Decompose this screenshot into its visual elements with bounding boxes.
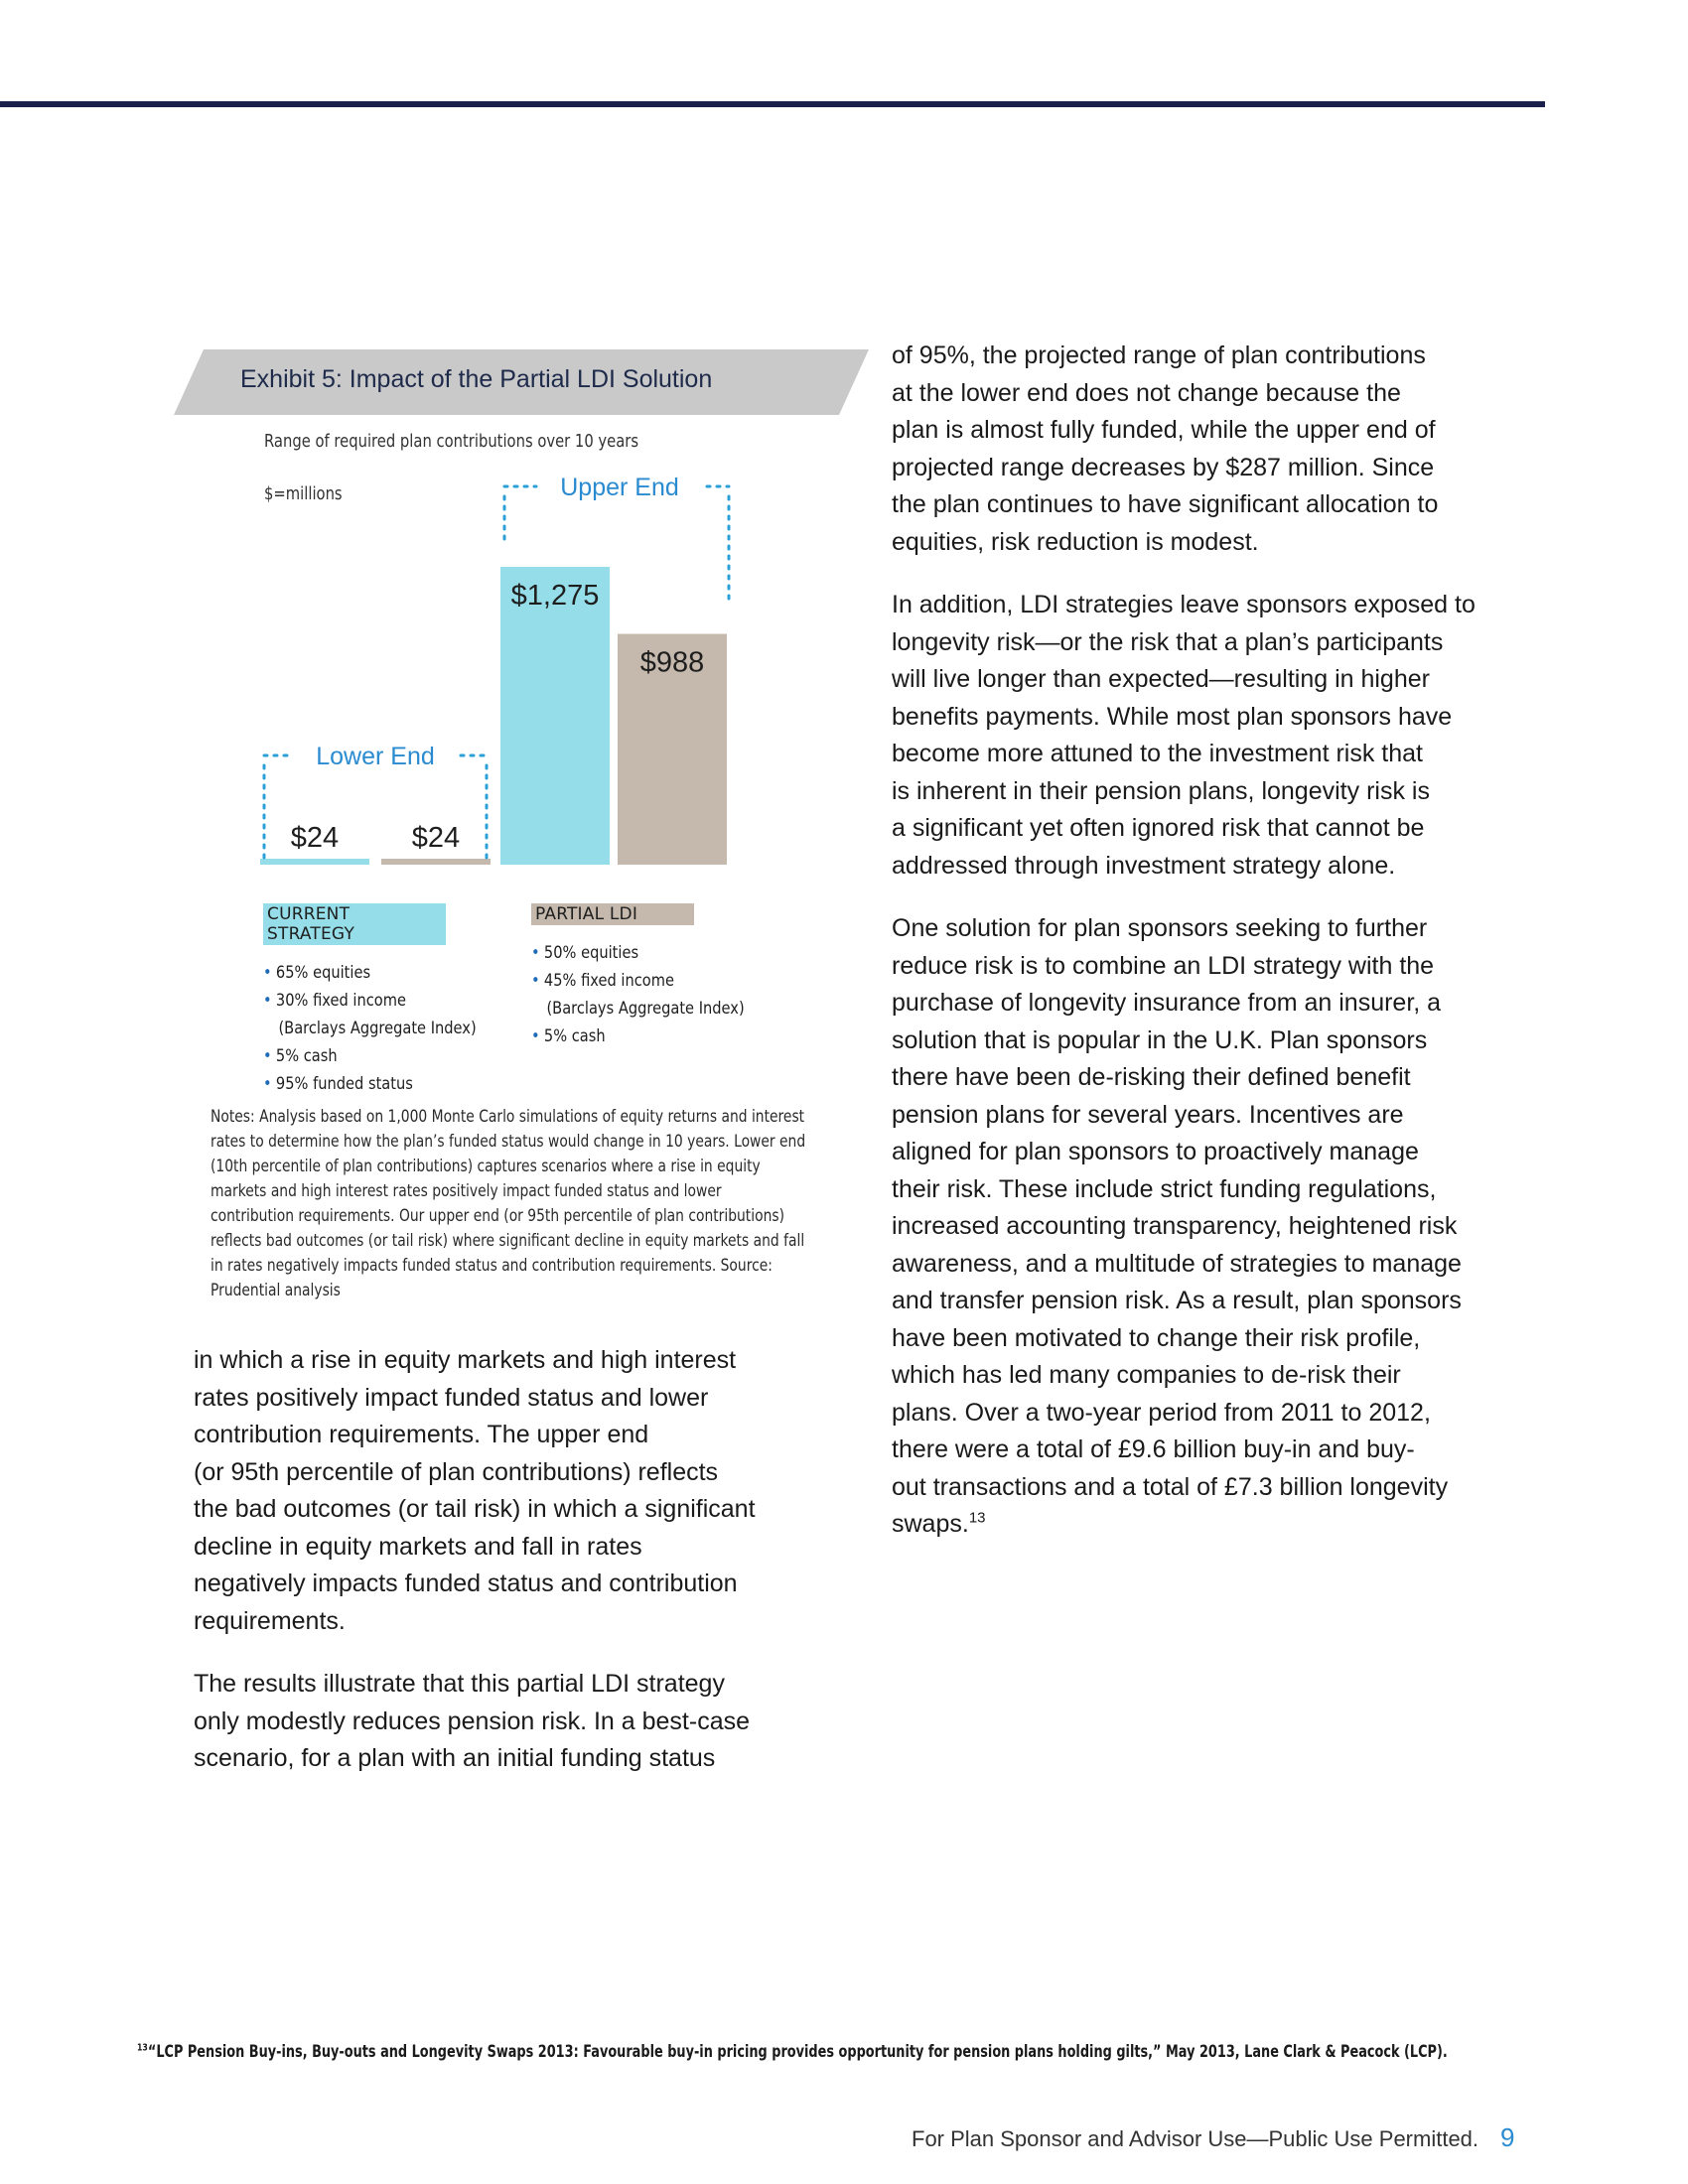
bar-current-lower	[260, 859, 369, 865]
lower-end-label: Lower End	[316, 743, 435, 770]
bullet-text: 45% fixed income	[543, 971, 674, 991]
bullet-item	[263, 1042, 477, 1070]
text-line: longevity risk—or the risk that a plan’s participants	[892, 627, 1444, 656]
footnote-text: “LCP Pension Buy-ins, Buy-outs and Longevity Swaps 2013: Favourable buy-in pricing provides opportunity for pension plans holding gilts,” May 2013, Lane Clark & Peacock (LCP).	[147, 2042, 1448, 2061]
text-line: there were a total of £9.6 billion buy-in and buy-	[892, 1435, 1415, 1463]
text-line: pension plans for several years. Incentives are	[892, 1100, 1404, 1129]
bullet-text: 65% equities	[275, 963, 371, 983]
text-line: the bad outcomes (or tail risk) in which a significant	[194, 1495, 756, 1523]
text-line: their risk. These include strict funding regulations,	[892, 1174, 1437, 1203]
bar-current-upper	[500, 567, 610, 865]
left-paragraph-1	[194, 1342, 756, 1640]
text-line: at the lower end does not change because the	[892, 378, 1401, 407]
page-footer	[912, 2122, 1515, 2153]
text-line: which has led many companies to de-risk their	[892, 1361, 1401, 1389]
bar-chart	[248, 467, 765, 893]
bullet-subtext: (Barclays Aggregate Index)	[546, 999, 745, 1019]
bullet-text: 5% cash	[275, 1046, 338, 1066]
right-paragraph-3	[892, 910, 1476, 1544]
exhibit-subtitle: Range of required plan contributions over 10 years	[264, 431, 639, 452]
text-line: In addition, LDI strategies leave sponsors exposed to	[892, 591, 1476, 618]
bullet-text: 50% equities	[543, 943, 639, 963]
text-line: will live longer than expected—resulting in higher	[892, 665, 1430, 693]
partial-ldi-bullets	[531, 939, 779, 1050]
text-line: scenario, for a plan with an initial funding status	[194, 1744, 716, 1772]
text-line: the plan continues to have significant allocation to	[892, 490, 1439, 518]
text-line: there have been de-risking their defined benefit	[892, 1063, 1411, 1091]
right-paragraph-2	[892, 587, 1476, 885]
header-rule	[0, 101, 1545, 107]
footnote-ref: 13	[968, 1509, 986, 1527]
bullet-item	[263, 987, 477, 1042]
left-paragraph-2	[194, 1666, 756, 1778]
bar-value-label: $988	[639, 646, 705, 679]
text-line: aligned for plan sponsors to proactively manage	[892, 1138, 1419, 1165]
bullet-text: 95% funded status	[275, 1074, 413, 1094]
legend-partial-label: PARTIAL LDI	[531, 903, 694, 925]
footnote-number: 13	[137, 2042, 148, 2054]
text-line: equities, risk reduction is modest.	[892, 527, 1259, 556]
text-line: negatively impacts funded status and contribution	[194, 1570, 738, 1597]
text-line: requirements.	[194, 1606, 346, 1635]
right-column	[892, 338, 1476, 1570]
text-line: swaps.$^{13}$	[892, 1509, 986, 1538]
bullet-text: 30% fixed income	[275, 991, 406, 1011]
text-line: become more attuned to the investment risk that	[892, 740, 1423, 767]
bullet-dot-icon: •	[263, 991, 272, 1011]
bar-value-label: $24	[290, 822, 340, 854]
text-line: plans. Over a two-year period from 2011 to 2012,	[892, 1398, 1431, 1427]
bar-value-label: $24	[411, 822, 461, 854]
text-line: reduce risk is to combine an LDI strategy with the	[892, 951, 1435, 980]
text-line: awareness, and a multitude of strategies to manage	[892, 1249, 1462, 1278]
bullet-item	[531, 967, 745, 1023]
text-line: purchase of longevity insurance from an insurer, a	[892, 989, 1442, 1017]
legend-partial-ldi	[531, 903, 779, 1050]
text-line: only modestly reduces pension risk. In a best-case	[194, 1706, 750, 1735]
bullet-item	[531, 1023, 745, 1050]
text-line: of 95%, the projected range of plan contributions	[892, 341, 1426, 369]
bar-value-label: $1,275	[510, 580, 600, 612]
bullet-dot-icon: •	[263, 963, 272, 983]
bullet-dot-icon: •	[263, 1074, 272, 1094]
text-line: benefits payments. While most plan sponsors have	[892, 702, 1453, 731]
page-number: 9	[1500, 2122, 1515, 2152]
bullet-text: 5% cash	[543, 1026, 606, 1046]
bullet-subtext: (Barclays Aggregate Index)	[278, 1019, 477, 1038]
text-line: is inherent in their pension plans, longevity risk is	[892, 776, 1430, 805]
text-line: The results illustrate that this partial LDI strategy	[194, 1670, 725, 1698]
text-line: solution that is popular in the U.K. Plan sponsors	[892, 1025, 1428, 1054]
bullet-dot-icon: •	[531, 1026, 540, 1046]
legend-current-label: CURRENT STRATEGY	[263, 903, 446, 945]
bullet-dot-icon: •	[531, 943, 540, 963]
text-line: have been motivated to change their risk profile,	[892, 1323, 1421, 1352]
upper-end-label: Upper End	[560, 474, 679, 501]
exhibit-notes: Notes: Analysis based on 1,000 Monte Carlo simulations of equity returns and interest rates to determine how the plan’s funded status would change in 10 years. Lower end (10th percentile of plan contributions) captures scenarios where a rise in equity markets and high interest rates positively impact funded status and lower contribution requirements. Our upper end (or 95th percentile of plan contributions) reflects bad outcomes (or tail risk) where significant decline in equity markets and fall in rates negatively impacts funded status and contribution requirements. Source: Prudential analysis	[211, 1107, 806, 1299]
text-line: One solution for plan sponsors seeking to further	[892, 914, 1428, 942]
text-line: decline in equity markets and fall in rates	[194, 1532, 642, 1561]
text-line: projected range decreases by $287 million. Since	[892, 453, 1435, 481]
text-line: rates positively impact funded status and lower	[194, 1383, 709, 1412]
footnote	[137, 2042, 1448, 2061]
exhibit-title: Exhibit 5: Impact of the Partial LDI Solution	[240, 365, 713, 393]
text-line: increased accounting transparency, heightened risk	[892, 1212, 1458, 1240]
current-strategy-bullets	[263, 959, 511, 1098]
bullet-item	[263, 959, 477, 987]
bar-partial-lower	[381, 859, 491, 865]
bullet-dot-icon: •	[263, 1046, 272, 1066]
text-line: contribution requirements. The upper end	[194, 1421, 649, 1448]
text-line: out transactions and a total of £7.3 billion longevity	[892, 1472, 1449, 1501]
exhibit-units: $=millions	[264, 483, 343, 504]
text-line: in which a rise in equity markets and high interest	[194, 1346, 737, 1374]
left-column	[194, 1342, 756, 1804]
text-line: addressed through investment strategy alone.	[892, 851, 1396, 880]
text-line: and transfer pension risk. As a result, plan sponsors	[892, 1287, 1462, 1314]
right-paragraph-1	[892, 338, 1476, 561]
bullet-item	[531, 939, 745, 967]
legend-current-strategy	[263, 903, 511, 1098]
bullet-dot-icon: •	[531, 971, 540, 991]
text-line: (or 95th percentile of plan contributions) reflects	[194, 1457, 719, 1486]
text-line: a significant yet often ignored risk that cannot be	[892, 814, 1425, 842]
text-line: plan is almost fully funded, while the upper end of	[892, 416, 1436, 444]
bullet-item	[263, 1070, 477, 1098]
footer-text: For Plan Sponsor and Advisor Use—Public Use Permitted.	[912, 2126, 1479, 2151]
